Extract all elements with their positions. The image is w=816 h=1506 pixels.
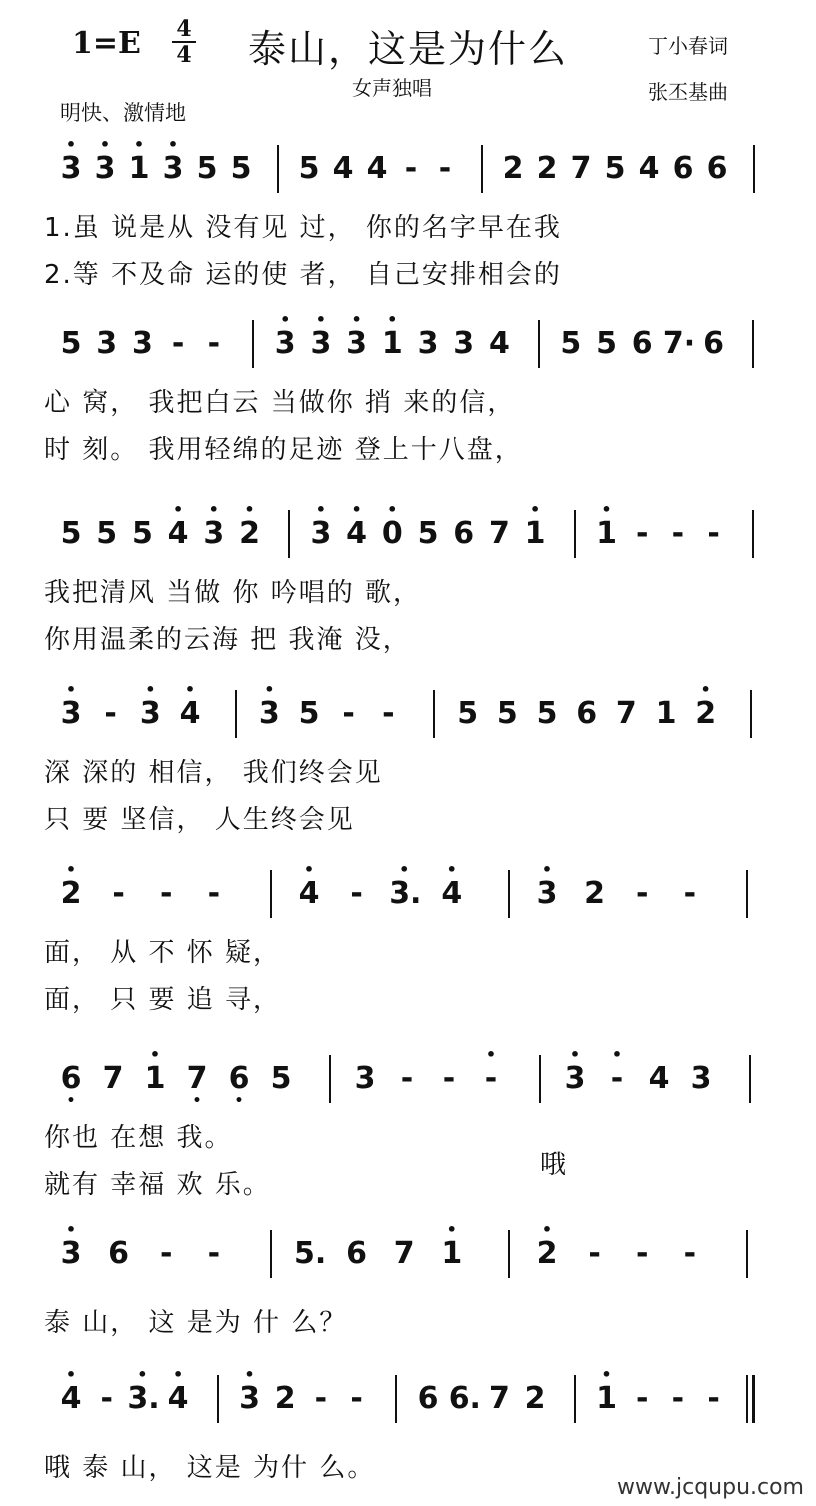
key-signature: 1=E bbox=[72, 26, 141, 61]
performance-note: 女声独唱 bbox=[352, 76, 432, 100]
barline bbox=[753, 145, 755, 193]
note: • 1 bbox=[520, 518, 550, 550]
note: 7· bbox=[662, 326, 696, 361]
note: 7 • bbox=[182, 1063, 212, 1095]
note: • 1 bbox=[437, 1238, 467, 1270]
lyric-verse2: 只 要 坚信， 人生终会见 bbox=[44, 805, 355, 835]
barline bbox=[750, 690, 752, 738]
barline bbox=[217, 1375, 219, 1423]
note: 4 bbox=[488, 326, 510, 361]
note: - bbox=[400, 1061, 414, 1096]
note: 5 bbox=[230, 151, 252, 186]
note: 5 bbox=[536, 696, 558, 731]
note: - bbox=[342, 696, 355, 731]
note: • 2 bbox=[532, 1238, 562, 1270]
note: 6. bbox=[448, 1381, 481, 1416]
barline bbox=[235, 690, 237, 738]
note: - bbox=[171, 326, 185, 361]
note: • 4 bbox=[56, 1383, 86, 1415]
lyric-verse2: 你用温柔的云海 把 我淹 没， bbox=[44, 625, 411, 655]
note: 6 bbox=[631, 326, 653, 361]
note: 1 bbox=[655, 696, 677, 731]
lyric-verse1: 我把清风 当做 你 吟唱的 歌， bbox=[44, 578, 422, 608]
lyric-verse1: 1.虽 说是从 没有见 过， 你的名字早在我 bbox=[44, 213, 562, 243]
note: 6 bbox=[417, 1381, 439, 1416]
note: • 4 bbox=[342, 518, 372, 550]
barline bbox=[749, 1055, 751, 1103]
note: • 3. bbox=[127, 1383, 157, 1415]
barline bbox=[481, 145, 483, 193]
barline bbox=[752, 320, 754, 368]
note: • 3 bbox=[306, 518, 336, 550]
note: - bbox=[707, 1381, 720, 1416]
barline bbox=[746, 1230, 748, 1278]
note: 6 bbox=[576, 696, 598, 731]
note: 3 bbox=[354, 1061, 376, 1096]
notes-line bbox=[0, 870, 816, 918]
note: - bbox=[104, 696, 117, 731]
barline bbox=[277, 145, 279, 193]
note: 5 bbox=[96, 516, 118, 551]
barline bbox=[508, 1230, 510, 1278]
note: - bbox=[671, 516, 685, 551]
note: 7 bbox=[488, 1381, 510, 1416]
tempo-marking: 明快、激情地 bbox=[60, 101, 186, 125]
lyric-verse2: 面， 只 要 追 寻， bbox=[44, 985, 282, 1015]
barline bbox=[539, 1055, 541, 1103]
note: 5 bbox=[417, 516, 439, 551]
lyricist-credit: 丁小春词 bbox=[648, 34, 728, 58]
barline bbox=[508, 870, 510, 918]
note: • 2 bbox=[691, 698, 721, 730]
note: - bbox=[438, 151, 452, 186]
barline bbox=[288, 510, 290, 558]
note: 3 bbox=[96, 326, 118, 361]
lyric-verse2: 就有 幸福 欢 乐。 bbox=[44, 1170, 271, 1200]
barline bbox=[433, 690, 435, 738]
note: 5 bbox=[196, 151, 218, 186]
note: 6 • bbox=[56, 1063, 86, 1095]
note: 5 bbox=[457, 696, 479, 731]
lyric-verse1: 你也 在想 我。 bbox=[44, 1123, 233, 1153]
note: - bbox=[683, 876, 697, 911]
note: - bbox=[382, 696, 395, 731]
song-title: 泰山，这是为什么 bbox=[248, 27, 569, 71]
note: - bbox=[635, 1236, 649, 1271]
note: - bbox=[350, 876, 363, 911]
barline bbox=[329, 1055, 331, 1103]
note: • 1 bbox=[377, 328, 407, 360]
note: 7 bbox=[102, 1061, 124, 1096]
lyric-verse1: 面， 从 不 怀 疑， bbox=[44, 938, 282, 968]
note: 6 bbox=[706, 151, 728, 186]
note: - bbox=[159, 876, 173, 911]
note: 5 bbox=[298, 151, 320, 186]
time-signature-bottom: 4 bbox=[176, 42, 192, 68]
note: - bbox=[588, 1236, 601, 1271]
note: 7 bbox=[570, 151, 592, 186]
note: • 3 bbox=[135, 698, 165, 730]
note: • 3 bbox=[560, 1063, 590, 1095]
note: 3 bbox=[417, 326, 439, 361]
barline bbox=[395, 1375, 397, 1423]
note: 5 bbox=[596, 326, 617, 361]
note: • 4 bbox=[437, 878, 467, 910]
note: - bbox=[635, 516, 649, 551]
note: 6 bbox=[346, 1236, 368, 1271]
note: - bbox=[635, 1381, 649, 1416]
note: - bbox=[671, 1381, 685, 1416]
note: 3 bbox=[690, 1061, 712, 1096]
note: - bbox=[314, 1381, 328, 1416]
notes-line bbox=[0, 690, 816, 738]
note: 3 bbox=[453, 326, 475, 361]
lyric-verse1: 泰 山， 这 是为 什 么？ bbox=[44, 1308, 348, 1338]
note: 4 bbox=[366, 151, 388, 186]
note: 5 bbox=[298, 696, 320, 731]
note: - bbox=[112, 876, 125, 911]
note: • 1 bbox=[140, 1063, 170, 1095]
note: • 4 bbox=[163, 1383, 193, 1415]
note: 2 bbox=[536, 151, 558, 186]
note: - bbox=[207, 1236, 221, 1271]
note: • 3. bbox=[389, 878, 419, 910]
note: 6 bbox=[672, 151, 694, 186]
barline bbox=[574, 510, 576, 558]
composer-credit: 张丕基曲 bbox=[648, 80, 728, 104]
note: • 1 bbox=[592, 518, 622, 550]
note: • 4 bbox=[294, 878, 324, 910]
note: • 3 bbox=[56, 1238, 86, 1270]
note: 6 bbox=[703, 326, 725, 361]
note: 6 bbox=[453, 516, 475, 551]
note: - bbox=[207, 876, 221, 911]
note: - bbox=[442, 1061, 456, 1096]
note: 5. bbox=[294, 1236, 327, 1271]
note: • 3 bbox=[235, 1383, 265, 1415]
note: 7 bbox=[615, 696, 637, 731]
note: - bbox=[635, 876, 649, 911]
notes-line bbox=[0, 510, 816, 558]
barline bbox=[746, 870, 748, 918]
note: 5 bbox=[604, 151, 626, 186]
note: • 2 bbox=[56, 878, 86, 910]
note: • 3 bbox=[56, 153, 86, 185]
note: 2 bbox=[584, 876, 606, 911]
lyric-verse2: 时 刻。 我用轻绵的足迹 登上十八盘， bbox=[44, 435, 523, 465]
final-barline bbox=[752, 1375, 755, 1423]
note: • 2 bbox=[235, 518, 265, 550]
note: • 3 bbox=[158, 153, 188, 185]
note: - bbox=[707, 516, 720, 551]
notes-line bbox=[0, 1230, 816, 1278]
note: • 3 bbox=[56, 698, 86, 730]
note: 5 bbox=[496, 696, 518, 731]
note: - bbox=[683, 1236, 697, 1271]
note: 5 bbox=[270, 1061, 292, 1096]
note: • - bbox=[476, 1063, 506, 1095]
barline bbox=[574, 1375, 576, 1423]
time-signature bbox=[172, 18, 196, 66]
note: 5 bbox=[560, 326, 582, 361]
note: • 3 bbox=[254, 698, 284, 730]
barline bbox=[270, 870, 272, 918]
note: 6 • bbox=[224, 1063, 254, 1095]
notes-line bbox=[0, 320, 816, 368]
notes-line bbox=[0, 1055, 816, 1103]
note: • 1 bbox=[592, 1383, 622, 1415]
note: • 1 bbox=[124, 153, 154, 185]
note: 4 bbox=[638, 151, 660, 186]
note: 5 bbox=[131, 516, 153, 551]
time-signature-top: 4 bbox=[176, 16, 192, 42]
lyric-verse2: 2.等 不及命 运的使 者， 自己安排相会的 bbox=[44, 260, 562, 290]
note: • 0 bbox=[377, 518, 407, 550]
watermark: www.jcqupu.com bbox=[617, 1475, 804, 1500]
note: • 3 bbox=[270, 328, 300, 360]
notes-line bbox=[0, 145, 816, 193]
note: 2 bbox=[274, 1381, 296, 1416]
barline bbox=[252, 320, 254, 368]
barline bbox=[746, 1375, 748, 1423]
note: • 3 bbox=[532, 878, 562, 910]
note: 6 bbox=[108, 1236, 130, 1271]
lyric-verse1: 心 窝， 我把白云 当做你 捎 来的信， bbox=[44, 388, 516, 418]
note: 4 bbox=[648, 1061, 670, 1096]
note: 5 bbox=[60, 516, 82, 551]
note: - bbox=[159, 1236, 173, 1271]
barline bbox=[752, 510, 754, 558]
note: 3 bbox=[131, 326, 153, 361]
note: • 3 bbox=[199, 518, 229, 550]
note: - bbox=[404, 151, 418, 186]
note: 5 bbox=[60, 326, 82, 361]
note: • 3 bbox=[90, 153, 120, 185]
note: 4 bbox=[332, 151, 354, 186]
notes-line bbox=[0, 1375, 816, 1423]
note: • 4 bbox=[163, 518, 193, 550]
lyric-extra: 哦 bbox=[540, 1150, 569, 1180]
note: • 3 bbox=[306, 328, 336, 360]
barline bbox=[538, 320, 540, 368]
barline bbox=[270, 1230, 272, 1278]
note: 2 bbox=[524, 1381, 546, 1416]
note: • 3 bbox=[342, 328, 372, 360]
note: - bbox=[100, 1381, 113, 1416]
note: - bbox=[350, 1381, 363, 1416]
note: 2 bbox=[502, 151, 524, 186]
note: • - bbox=[602, 1063, 632, 1095]
note: 7 bbox=[488, 516, 510, 551]
note: • 4 bbox=[175, 698, 205, 730]
lyric-verse1: 哦 泰 山， 这是 为什 么。 bbox=[44, 1453, 376, 1483]
note: - bbox=[207, 326, 221, 361]
note: 7 bbox=[393, 1236, 415, 1271]
lyric-verse1: 深 深的 相信， 我们终会见 bbox=[44, 758, 383, 788]
